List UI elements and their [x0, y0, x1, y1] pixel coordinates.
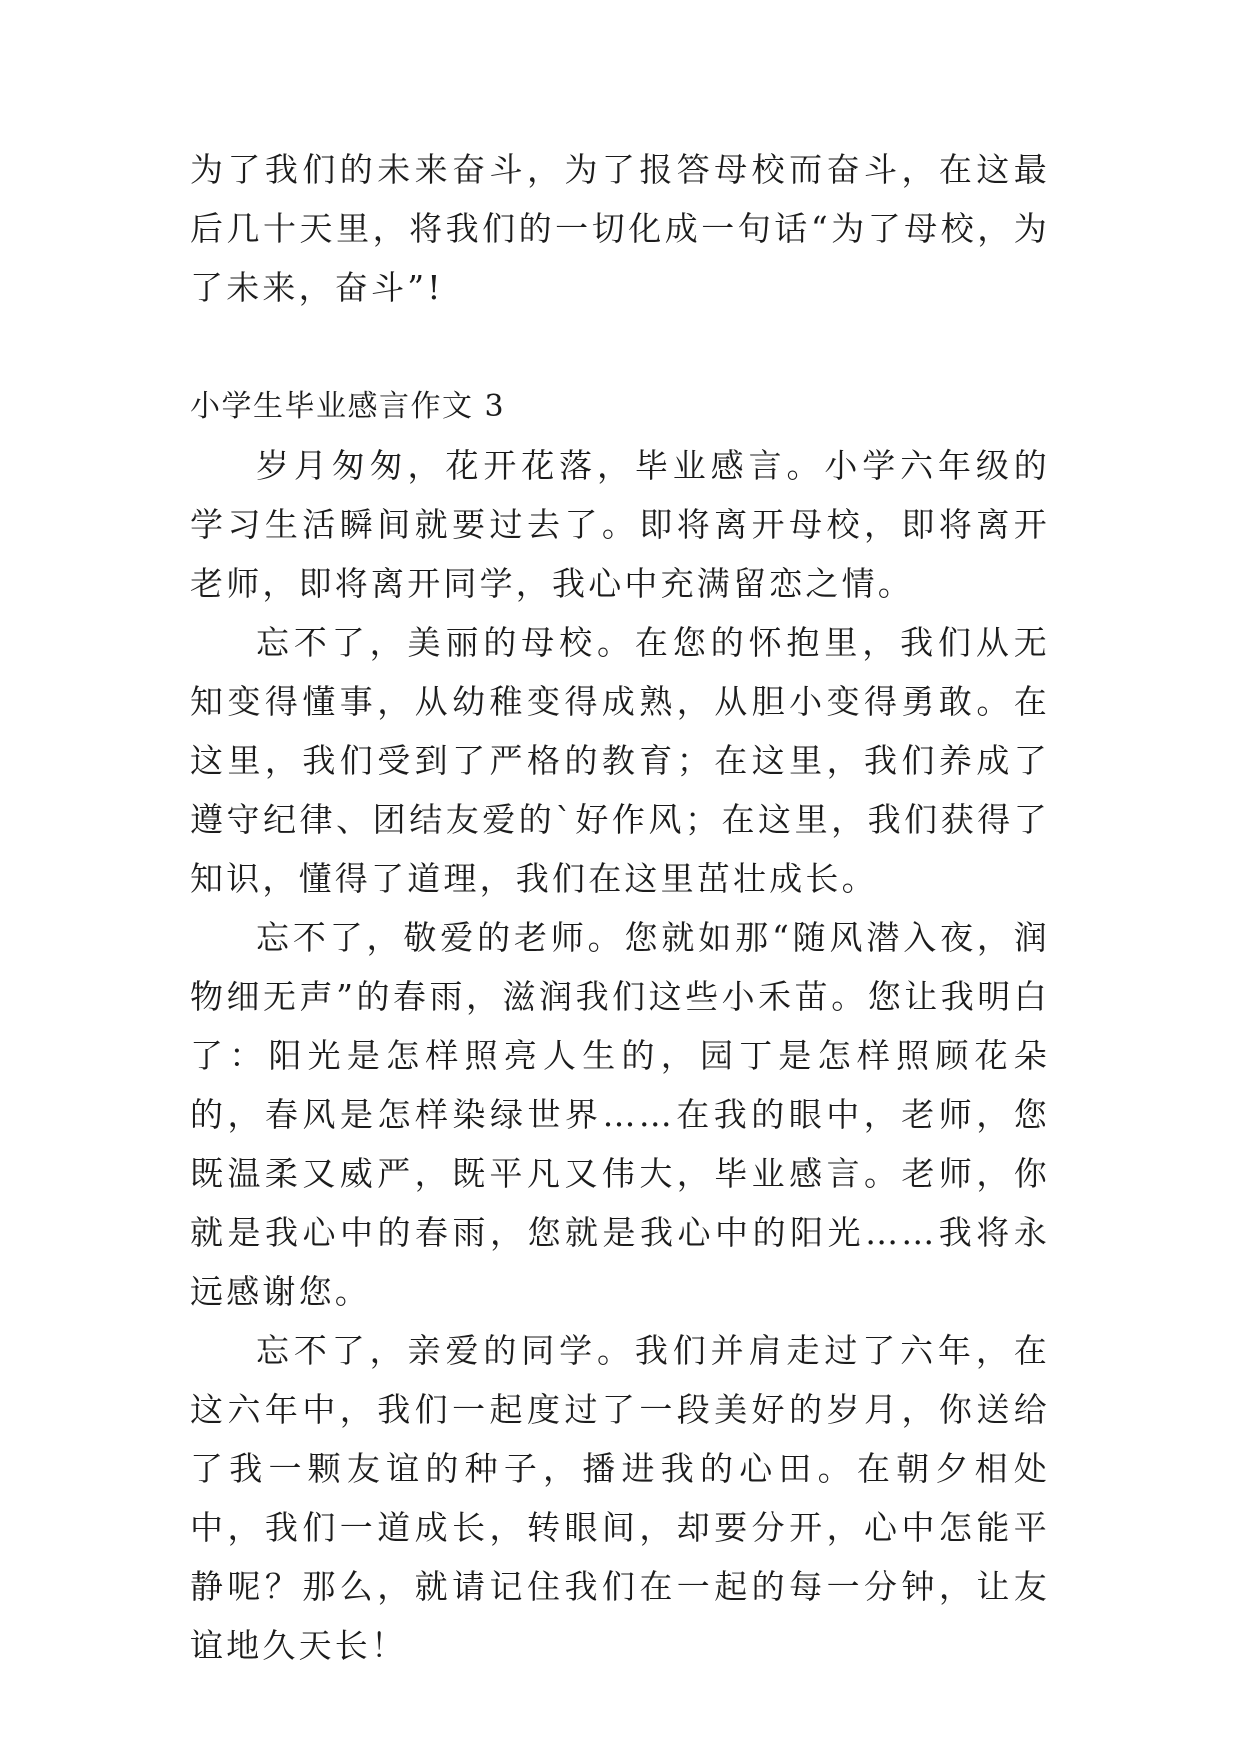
document-body — [190, 140, 1050, 1675]
paragraph-classmates: 忘不了，亲爱的同学。我们并肩走过了六年，在这六年中，我们一起度过了一段美好的岁月，你送给了我一颗友谊的种子，播进我的心田。在朝夕相处中，我们一道成长，转眼间，却要分开，心中怎能平静呢？那么，就请记住我们在一起的每一分钟，让友谊地久天长！ — [190, 1331, 1050, 1665]
paragraph-school: 忘不了，美丽的母校。在您的怀抱里，我们从无知变得懂事，从幼稚变得成熟，从胆小变得勇敢。在这里，我们受到了严格的教育；在这里，我们养成了遵守纪律、团结友爱的`好作风；在这里，我们获得了知识，懂得了道理，我们在这里茁壮成长。 — [190, 623, 1050, 898]
section-title: 小学生毕业感言作文 3 — [190, 389, 506, 424]
intro-paragraph: 为了我们的未来奋斗，为了报答母校而奋斗，在这最后几十天里，将我们的一切化成一句话“为了母校，为了未来，奋斗”! — [190, 150, 1050, 307]
paragraph-teacher: 忘不了，敬爱的老师。您就如那“随风潜入夜，润物细无声”的春雨，滋润我们这些小禾苗。您让我明白了：阳光是怎样照亮人生的，园丁是怎样照顾花朵的，春风是怎样染绿世界……在我的眼中，老师，您既温柔又威严，既平凡又伟大，毕业感言。老师，你就是我心中的春雨，您就是我心中的阳光……我将永远感谢您。 — [190, 918, 1050, 1311]
paragraph-farewell-intro: 岁月匆匆，花开花落，毕业感言。小学六年级的学习生活瞬间就要过去了。即将离开母校，即将离开老师，即将离开同学，我心中充满留恋之情。 — [190, 446, 1050, 603]
